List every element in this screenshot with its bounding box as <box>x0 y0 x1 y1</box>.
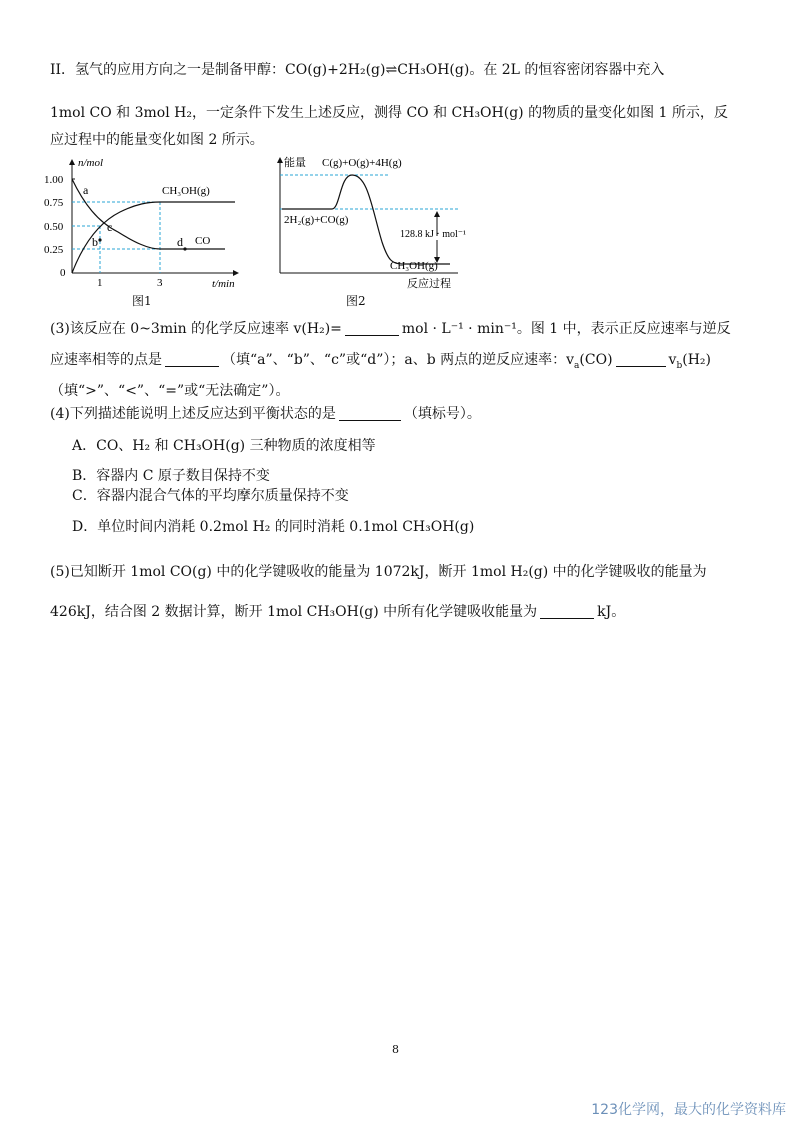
fig1-xtick-1: 1 <box>97 277 103 289</box>
q5-line-1: (5)已知断开 1mol CO(g) 中的化学键吸收的能量为 1072kJ，断开 1mol H₂(g) 中的化学键吸收的能量为 <box>50 564 707 580</box>
q4-stem: (4)下列描述能说明上述反应达到平衡状态的是 （填标号）。 <box>50 406 481 422</box>
intro-line-1: II．氢气的应用方向之一是制备甲醇：CO(g)+2H₂(g)⇌CH₃OH(g)。在 2L 的恒容密闭容器中充入 <box>50 62 665 78</box>
q4-blank[interactable] <box>339 405 401 421</box>
q4-option-a: A．CO、H₂ 和 CH₃OH(g) 三种物质的浓度相等 <box>72 438 376 454</box>
q3-blank-rate[interactable] <box>345 320 399 336</box>
q4-option-d: D．单位时间内消耗 0.2mol H₂ 的同时消耗 0.1mol CH₃OH(g) <box>72 519 475 535</box>
q4-option-c: C．容器内混合气体的平均摩尔质量保持不变 <box>72 488 349 504</box>
intro-line-3: 应过程中的能量变化如图 2 所示。 <box>50 132 264 148</box>
figure-1 <box>40 152 250 300</box>
fig1-xtick-2: 3 <box>157 277 163 289</box>
fig2-peak-label: C(g)+O(g)+4H(g) <box>322 157 402 169</box>
q5-blank[interactable] <box>540 603 594 619</box>
fig1-y-axis-label: n/mol <box>78 157 104 169</box>
fig1-caption: 图1 <box>132 294 152 308</box>
intro-line-2: 1mol CO 和 3mol H₂，一定条件下发生上述反应，测得 CO 和 CH₃OH(g) 的物质的量变化如图 1 所示，反 <box>50 105 728 121</box>
fig1-point-c: c <box>107 220 113 234</box>
q3-line-1: (3)该反应在 0~3min 的化学反应速率 v(H₂)= mol · L⁻¹ · min⁻¹。图 1 中，表示正反应速率与逆反 <box>50 321 731 337</box>
fig2-reactant-label: 2H₂(g)+CO(g) <box>284 214 349 226</box>
fig1-ytick-5: 0 <box>60 267 66 279</box>
fig1-ytick-4: 0.25 <box>44 244 64 256</box>
q3-line-2: 应速率相等的点是 （填“a”、“b”、“c”或“d”）；a、b 两点的逆反应速率：$v_a(CO)$ $v_b(H_2)$ <box>50 352 711 371</box>
q3-line-3: （填“>”、“<”、“=”或“无法确定”）。 <box>50 383 290 399</box>
fig2-delta-label: 128.8 kJ · mol⁻¹ <box>400 229 467 240</box>
q4-option-b: B．容器内 C 原子数目保持不变 <box>72 468 270 484</box>
fig1-point-b: b <box>92 235 98 249</box>
fig1-label-methanol: CH₃OH(g) <box>162 185 210 197</box>
fig1-point-d: d <box>177 235 183 249</box>
fig1-x-axis-label: t/min <box>212 278 235 290</box>
fig1-ytick-3: 0.50 <box>44 221 64 233</box>
fig1-label-co: CO <box>195 235 211 247</box>
fig2-caption: 图2 <box>346 294 366 308</box>
page-number: 8 <box>392 1043 399 1056</box>
figure-2 <box>270 152 470 300</box>
fig1-point-a: a <box>83 183 89 197</box>
fig2-x-axis-label: 反应过程 <box>407 278 451 290</box>
q3-blank-point[interactable] <box>165 351 219 367</box>
q5-line-2: 426kJ，结合图 2 数据计算，断开 1mol CH₃OH(g) 中所有化学键吸收能量为 kJ。 <box>50 604 626 620</box>
fig1-ytick-1: 1.00 <box>44 174 64 186</box>
fig2-product-label: CH₃OH(g) <box>390 260 438 272</box>
fig1-ytick-2: 0.75 <box>44 197 64 209</box>
q3-blank-compare[interactable] <box>616 351 666 367</box>
footer-watermark: 123化学网，最大的化学资料库 <box>591 1102 786 1118</box>
fig2-y-axis-label: 能量 <box>284 157 306 169</box>
